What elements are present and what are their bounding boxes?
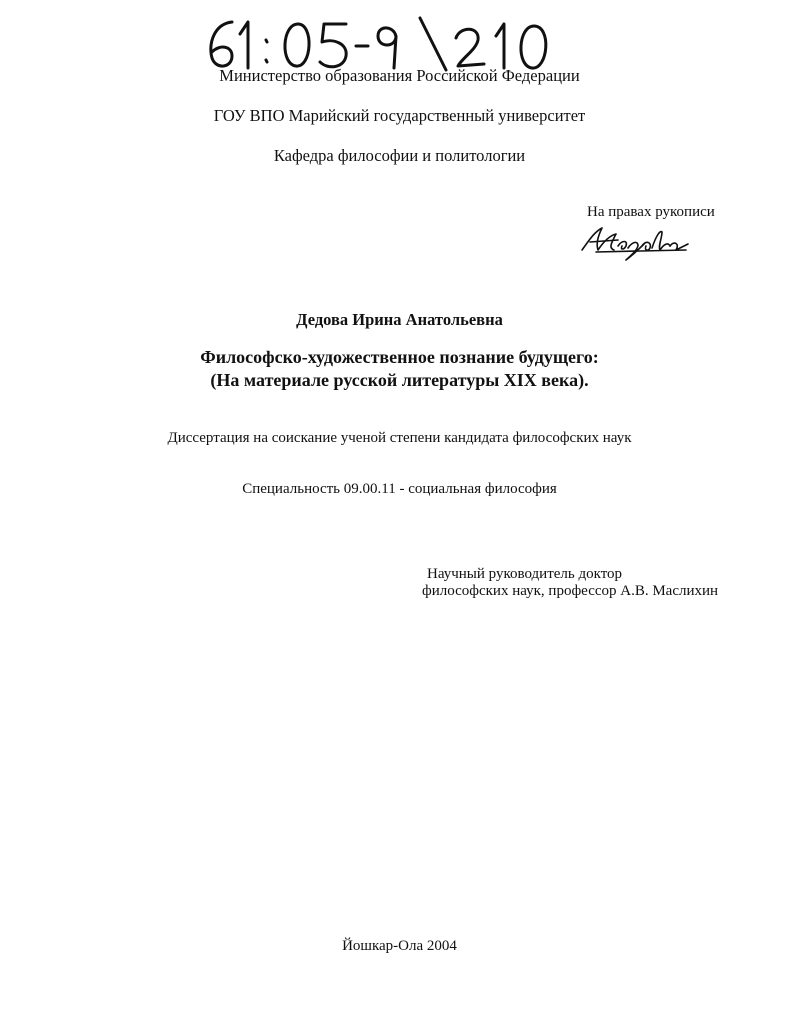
manuscript-note: На правах рукописи: [587, 204, 715, 220]
title-line-1: Философско-художественное познание будущего:: [200, 347, 599, 367]
title-line-2: (На материале русской литературы XIX века).: [210, 370, 589, 390]
author-signature: [578, 222, 694, 262]
author-name: Дедова Ирина Анатольевна: [296, 310, 503, 329]
supervisor-line-1: Научный руководитель доктор: [427, 566, 623, 582]
ministry-line: Министерство образования Российской Федерации: [219, 66, 580, 85]
department-line: Кафедра философии и политологии: [273, 146, 526, 165]
dissertation-type: Диссертация на соискание ученой степени кандидата философских наук: [167, 430, 632, 446]
university-line: ГОУ ВПО Марийский государственный университет: [213, 106, 586, 125]
handwritten-archive-code: [200, 14, 580, 74]
speciality: Специальность 09.00.11 - социальная философия: [242, 481, 557, 497]
supervisor-line-2: философских наук, профессор А.В. Маслихин: [422, 583, 719, 599]
place-year: Йошкар-Ола 2004: [342, 938, 457, 954]
